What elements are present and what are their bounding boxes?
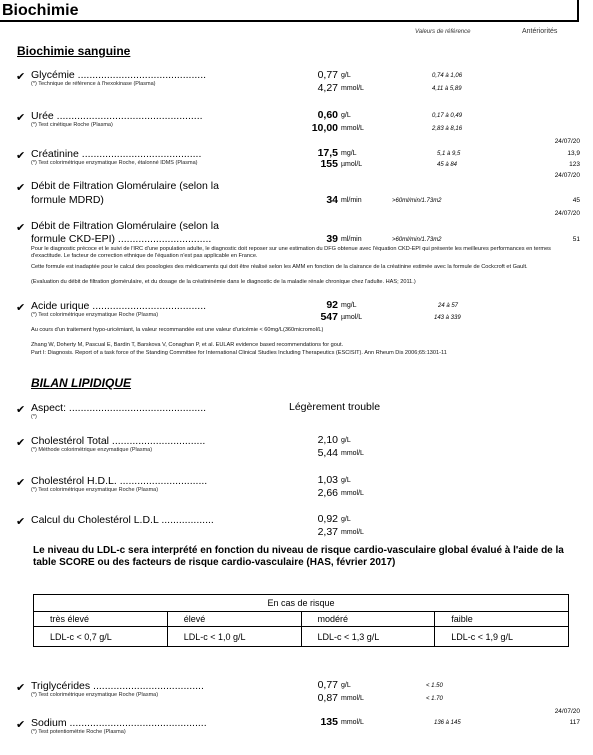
uree-value-1: 0,60 [317, 109, 338, 121]
check-icon: ✔ [16, 222, 26, 234]
page-title: Biochimie [2, 2, 79, 19]
uree-value-2: 10,00 [311, 122, 338, 134]
ckd-note: Pour le diagnostic précoce et le suivi de l'IRC d'une population adulte, le diagnostic doit reposer sur une estimation du DFG obtenue avec l'équation CKD-EPI qui présente les meilleures performances en termes d'exactitude. Le facteur de correction ethnique de l'équation n'est pas applicable en France. [31, 246, 551, 260]
acide-urique-ref-citation-1: Zhang W, Doherty M, Pascual E, Bardin T, Barskova V, Conaghan P, et al. EULAR evidence based recommendations for gout. [31, 342, 344, 348]
check-icon: ✔ [16, 182, 26, 194]
ckd-label-line2: formule CKD-EPI) ................................ [31, 233, 212, 245]
mdrd-ant: 45 [572, 197, 580, 204]
chol-hdl-value-1: 1,03 [317, 474, 338, 486]
creatinine-ant-date: 24/07/20 [554, 172, 580, 179]
acide-urique-ref-citation-2: Part I: Diagnosis. Report of a task force of the Standing Committee for International Clinical Studies Including Therapeutics (ESCISIT). Ann Rheum Dis 2006;65:1301-11 [31, 350, 447, 356]
mdrd-ant-date: 24/07/20 [554, 210, 580, 217]
creatinine-value-1: 17,5 [317, 147, 338, 159]
chol-hdl-unit-1: g/L [341, 477, 351, 484]
check-icon: ✔ [16, 112, 26, 124]
mdrd-unit: ml/min [341, 197, 362, 204]
uree-ref-2: 2,83 à 8,16 [432, 126, 463, 132]
triglycerides-value-2: 0,87 [317, 692, 338, 704]
chol-hdl-value-2: 2,66 [317, 487, 338, 499]
uree-label: Urée .................................................. [31, 110, 203, 122]
aspect-label: Aspect: ............................................... [31, 402, 207, 414]
glycemie-value-1: 0,77 [317, 69, 338, 81]
triglycerides-ref-1: < 1.50 [426, 683, 443, 689]
check-icon: ✔ [16, 437, 26, 449]
ckd-ref: >60ml/min/1.73m2 [392, 237, 442, 243]
chol-ldl-unit-2: mmol/L [341, 529, 364, 536]
mdrd-label-line2: formule MDRD) [31, 194, 104, 206]
glycemie-unit-2: mmol/L [341, 85, 364, 92]
risk-level: faible [435, 612, 569, 627]
creatinine-value-2: 155 [320, 158, 338, 170]
acide-urique-method: (*) Test colorimétrique enzymatique Roche (Plasma) [31, 312, 159, 318]
chol-ldl-value-1: 0,92 [317, 513, 338, 525]
acide-urique-ref-2: 143 à 339 [434, 315, 461, 321]
ldl-target: LDL-c < 1,3 g/L [301, 627, 435, 647]
sodium-ant: 117 [569, 719, 580, 726]
chol-total-unit-1: g/L [341, 437, 351, 444]
triglycerides-ref-2: < 1.70 [426, 696, 443, 702]
mdrd-value: 34 [326, 194, 338, 206]
chol-ldl-label: Calcul du Cholestérol L.D.L .................. [31, 514, 214, 526]
acide-urique-label: Acide urique ....................................... [31, 300, 207, 312]
acide-urique-unit-1: mg/L [341, 302, 357, 309]
triglycerides-value-1: 0,77 [317, 679, 338, 691]
sodium-value: 135 [320, 716, 338, 728]
chol-ldl-unit-1: g/L [341, 516, 351, 523]
ckd-note-3: (Evaluation du débit de filtration glomérulaire, et du dosage de la créatininémie dans le diagnostic de la maladie rénale chronique chez l'adulte. HAS; 2011.) [31, 279, 416, 285]
chol-hdl-unit-2: mmol/L [341, 490, 364, 497]
creatinine-ant-1: 13,9 [567, 150, 580, 157]
uree-unit-2: mmol/L [341, 125, 364, 132]
ckd-value: 39 [326, 233, 338, 245]
glycemie-ref-1: 0,74 à 1,06 [432, 73, 463, 79]
aspect-method: (*) [31, 414, 37, 420]
sodium-label: Sodium ............................................... [31, 717, 207, 729]
check-icon: ✔ [16, 404, 26, 416]
chol-hdl-label: Cholestérol H.D.L. .............................. [31, 475, 208, 487]
uree-unit-1: g/L [341, 112, 351, 119]
chol-total-value-1: 2,10 [317, 434, 338, 446]
glycemie-value-2: 4,27 [317, 82, 338, 94]
check-icon: ✔ [16, 71, 26, 83]
check-icon: ✔ [16, 682, 26, 694]
sodium-unit: mmol/L [341, 719, 364, 726]
header-box [0, 0, 579, 22]
triglycerides-method: (*) Test colorimétrique enzymatique Roche (Plasma) [31, 692, 159, 698]
acide-urique-value-2: 547 [320, 311, 338, 323]
triglycerides-ant-date: 24/07/20 [554, 708, 580, 715]
creatinine-ref-2: 45 à 84 [437, 162, 458, 168]
triglycerides-unit-2: mmol/L [341, 695, 364, 702]
ckd-unit: ml/min [341, 236, 362, 243]
ldl-target: LDL-c < 0,7 g/L [34, 627, 168, 647]
ckd-label-line1: Débit de Filtration Glomérulaire (selon la [31, 220, 219, 232]
ldl-target: LDL-c < 1,9 g/L [435, 627, 569, 647]
risk-table [33, 594, 569, 647]
uree-ant-date: 24/07/20 [554, 138, 580, 145]
acide-urique-ref-1: 24 à 57 [438, 303, 459, 309]
chol-total-label: Cholestérol Total ................................ [31, 435, 206, 447]
acide-urique-unit-2: µmol/L [341, 314, 363, 321]
glycemie-label: Glycémie ............................................ [31, 69, 207, 81]
check-icon: ✔ [16, 719, 26, 731]
ckd-ant: 51 [572, 236, 580, 243]
chol-total-value-2: 5,44 [317, 447, 338, 459]
creatinine-unit-1: mg/L [341, 150, 357, 157]
glycemie-unit-1: g/L [341, 72, 351, 79]
chol-ldl-value-2: 2,37 [317, 526, 338, 538]
ldl-target: LDL-c < 1,0 g/L [167, 627, 301, 647]
risk-table-title: En cas de risque [34, 595, 569, 612]
glycemie-method: (*) Technique de référence à l'hexokinase (Plasma) [31, 81, 156, 87]
acide-urique-value-1: 92 [326, 299, 338, 311]
creatinine-label: Créatinine ......................................... [31, 148, 202, 160]
aspect-value: Légèrement trouble [289, 401, 381, 413]
ckd-note-2: Cette formule est inadaptée pour le calcul des posologies des médicaments qui doit être réalisé selon les AMM en fonction de la clairance de la créatinine estimée avec la formule de Cockcroft et Gault. [31, 264, 528, 270]
col-ant-header: Antériorités [522, 28, 558, 35]
mdrd-label-line1: Débit de Filtration Glomérulaire (selon la [31, 180, 219, 192]
section-title-lipidique: BILAN LIPIDIQUE [31, 376, 132, 390]
glycemie-ref-2: 4,11 à 5,89 [432, 86, 462, 92]
risk-level: modéré [301, 612, 435, 627]
uree-method: (*) Test cinétique Roche (Plasma) [31, 122, 113, 128]
acide-urique-note: Au cours d'un traitement hypo-uricémiant, la valeur recommandée est une valeur d'uricémie < 60mg/L(360micromol/L) [31, 327, 324, 333]
check-icon: ✔ [16, 302, 26, 314]
col-ref-header: Valeurs de référence [415, 29, 471, 35]
check-icon: ✔ [16, 150, 26, 162]
sodium-ref: 136 à 145 [434, 720, 461, 726]
triglycerides-unit-1: g/L [341, 682, 351, 689]
creatinine-unit-2: µmol/L [341, 161, 363, 168]
ldl-interpretation-text: Le niveau du LDL-c sera interprété en fonction du niveau de risque cardio-vasculaire global évalué à l'aide de la table SCORE ou des facteurs de risque cardio-vasculaire (HAS, février 2017) [33, 545, 564, 568]
chol-total-unit-2: mmol/L [341, 450, 364, 457]
chol-total-method: (*) Méthode colorimétrique enzymatique (Plasma) [31, 447, 153, 453]
creatinine-ant-2: 123 [569, 161, 580, 168]
check-icon: ✔ [16, 516, 26, 528]
creatinine-ref-1: 5,1 à 9,5 [437, 151, 461, 157]
mdrd-ref: >60ml/min/1.73m2 [392, 198, 442, 204]
sodium-method: (*) Test potentiométrie Roche (Plasma) [31, 729, 126, 735]
creatinine-method: (*) Test colorimétrique enzymatique Roche, étalonné IDMS (Plasma) [31, 160, 198, 166]
section-title-sanguine: Biochimie sanguine [17, 44, 131, 58]
risk-level: élevé [167, 612, 301, 627]
triglycerides-label: Triglycérides ...................................... [31, 680, 204, 692]
uree-ref-1: 0,17 à 0,49 [432, 113, 463, 119]
check-icon: ✔ [16, 477, 26, 489]
risk-level: très élevé [34, 612, 168, 627]
chol-hdl-method: (*) Test colorimétrique enzymatique Roche (Plasma) [31, 487, 159, 493]
